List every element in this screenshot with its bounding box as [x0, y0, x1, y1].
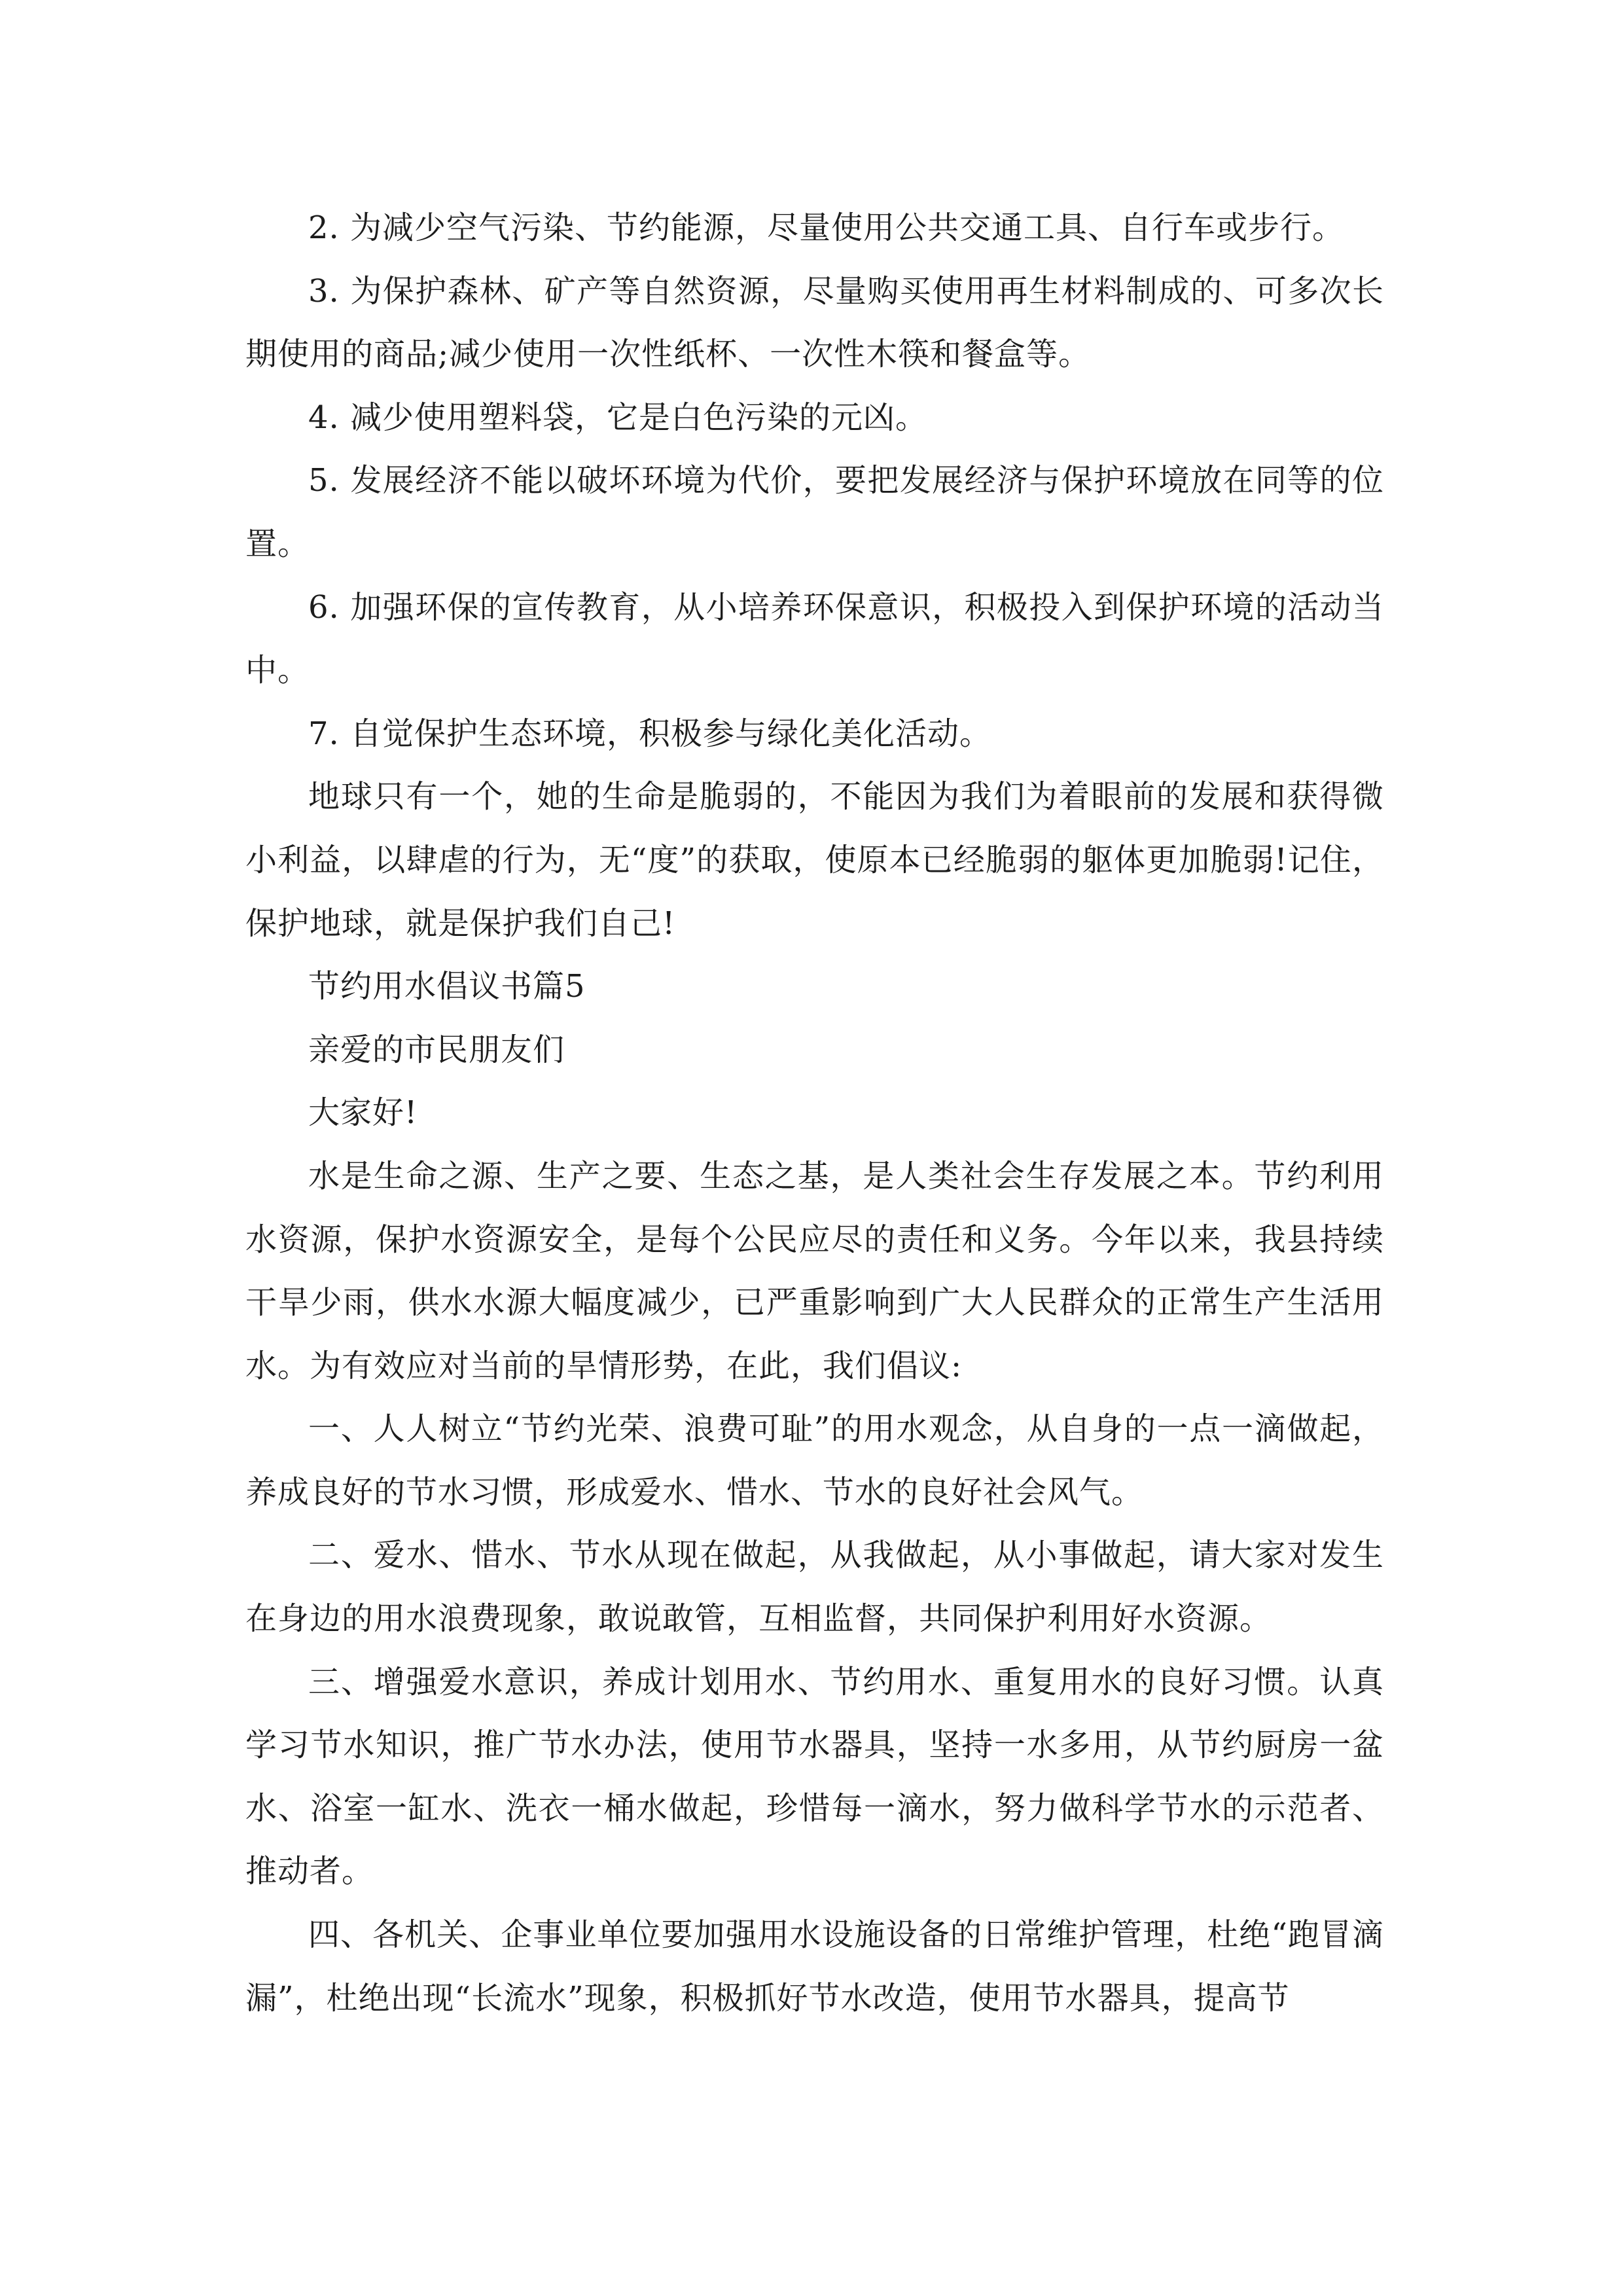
- document-body: [245, 196, 1384, 2030]
- paragraph-item-6: 6. 加强环保的宣传教育，从小培养环保意识，积极投入到保护环境的活动当中。: [245, 588, 1384, 689]
- intro-paragraph: 水是生命之源、生产之要、生态之基，是人类社会生存发展之本。节约利用水资源，保护水资源安全，是每个公民应尽的责任和义务。今年以来，我县持续干旱少雨，供水水源大幅度减少，已严重影响到广大人民群众的正常生产生活用水。为有效应对当前的旱情形势，在此，我们倡议:: [245, 1157, 1384, 1384]
- paragraph-item-4: 4. 减少使用塑料袋，它是白色污染的元凶。: [308, 399, 928, 436]
- closing-paragraph: 地球只有一个，她的生命是脆弱的，不能因为我们为着眼前的发展和获得微小利益，以肆虐的行为，无“度”的获取，使原本已经脆弱的躯体更加脆弱!记住，保护地球，就是保护我们自己!: [245, 778, 1384, 942]
- proposal-3: 三、增强爱水意识，养成计划用水、节约用水、重复用水的良好习惯。认真学习节水知识，推广节水办法，使用节水器具，坚持一水多用，从节约厨房一盆水、浴室一缸水、洗衣一桶水做起，珍惜每一滴水，努力做科学节水的示范者、推动者。: [245, 1663, 1384, 1890]
- greeting: 大家好!: [308, 1094, 418, 1132]
- proposal-2: 二、爱水、惜水、节水从现在做起，从我做起，从小事做起，请大家对发生在身边的用水浪费现象，敢说敢管，互相监督，共同保护利用好水资源。: [245, 1537, 1384, 1638]
- proposal-4: 四、各机关、企事业单位要加强用水设施设备的日常维护管理，杜绝“跑冒滴漏”，杜绝出现“长流水”现象，积极抓好节水改造，使用节水器具，提高节: [245, 1916, 1384, 2017]
- paragraph-item-3: 3. 为保护森林、矿产等自然资源，尽量购买使用再生材料制成的、可多次长期使用的商品;减少使用一次性纸杯、一次性木筷和餐盒等。: [245, 272, 1384, 373]
- paragraph-item-7: 7. 自觉保护生态环境，积极参与绿化美化活动。: [308, 715, 992, 752]
- section-title: 节约用水倡议书篇5: [308, 968, 586, 1005]
- paragraph-item-2: 2. 为减少空气污染、节约能源，尽量使用公共交通工具、自行车或步行。: [308, 209, 1345, 246]
- paragraph-item-5: 5. 发展经济不能以破坏环境为代价，要把发展经济与保护环境放在同等的位置。: [245, 462, 1384, 562]
- salutation: 亲爱的市民朋友们: [308, 1031, 565, 1068]
- proposal-1: 一、人人树立“节约光荣、浪费可耻”的用水观念，从自身的一点一滴做起，养成良好的节水习惯，形成爱水、惜水、节水的良好社会风气。: [245, 1410, 1384, 1511]
